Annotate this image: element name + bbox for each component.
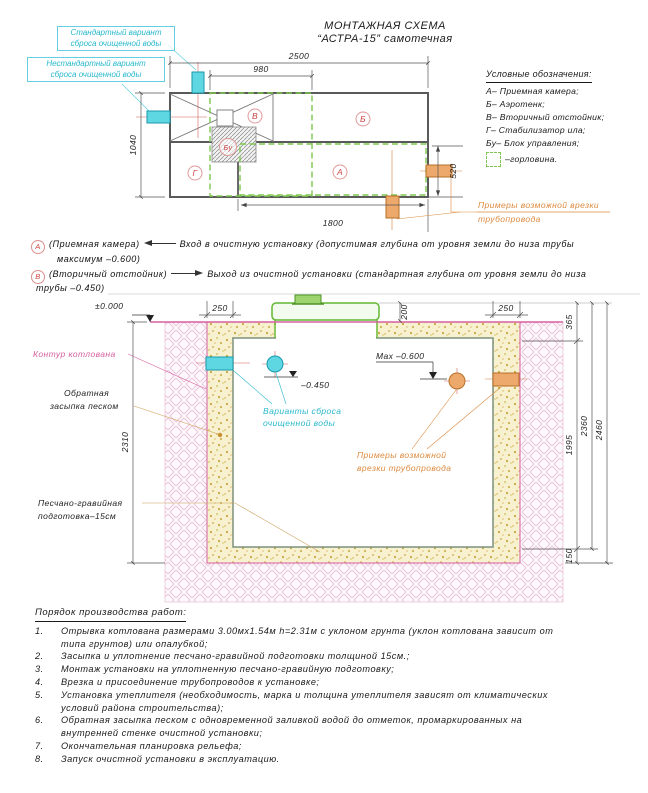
inlet-pipe-wall (493, 373, 519, 386)
note-b-line2: трубы –0.450) (36, 283, 105, 293)
chamber-g: Г (192, 168, 198, 178)
dim-2460: 2460 (594, 419, 604, 441)
work-item-8: 8. Запуск очистной установки в эксплуатацию. (35, 753, 280, 764)
legend-item-bu: Бу– Блок управления; (486, 138, 580, 148)
plan-pipe-examples-label-1: Примеры возможной врезки (478, 200, 600, 210)
work-item-4: 4. Врезка и присоединение трубопроводов к установке; (35, 676, 320, 687)
discharge-variants-label-1: Варианты сброса (263, 406, 342, 416)
dim-980: 980 (253, 64, 269, 74)
dim-365: 365 (564, 314, 574, 330)
drawing-title (225, 20, 545, 46)
work-item-5: 5. Установка утеплителя (необходимость, марка и толщина утеплителя зависят от климатических условий района строительства); (35, 689, 548, 713)
max-level-text: Max –0.600 (376, 351, 425, 361)
backfill-label-1: Обратная (64, 388, 110, 398)
dim-520: 520 (448, 163, 458, 179)
work-item-7: 7. Окончательная планировка рельефа; (35, 740, 242, 751)
dim-150: 150 (564, 548, 574, 564)
note-a-line2: максимум –0.600) (57, 254, 141, 264)
note-b-name: (Вторичный отстойник) (49, 269, 168, 279)
plan-tank-outline (170, 93, 428, 197)
title-line-1: МОНТАЖНАЯ СХЕМА (324, 20, 446, 32)
tank-lid (272, 303, 379, 320)
chamber-b: Б (360, 114, 366, 124)
work-item-1: 1. Отрывка котлована размерами 3.00мх1.54м h=2.31м с уклоном грунта (уклон котлована зависит от типа грунтов) или опалубкой; (35, 625, 554, 649)
section-pipe-examples-label-1: Примеры возможной (357, 450, 447, 460)
plan-pipe-examples-label-2: трубопровода (478, 214, 541, 224)
legend-item-b: Б– Аэротенк; (486, 99, 545, 109)
inlet-pipe-bottom (386, 196, 399, 218)
dim-2500: 2500 (288, 51, 310, 61)
note-a (31, 239, 574, 254)
nonstandard-variant-label: Нестандартный вариант сброса очищенной воды (27, 57, 165, 82)
legend-item-neck: –горловина. (486, 152, 646, 167)
outlet-pipe-circle (267, 356, 283, 372)
note-b (31, 269, 586, 284)
section-pipe-examples-label-2: врезки трубопровода (357, 463, 452, 473)
note-a-name: (Приемная камера) (49, 239, 140, 249)
title-line-2: “АСТРА-15” самотечная (317, 33, 453, 45)
work-order-list (35, 606, 635, 766)
dim-1040: 1040 (128, 134, 138, 156)
legend-item-g: Г– Стабилизатор ила; (486, 125, 586, 135)
pit-contour-label: Контур котлована (33, 349, 116, 359)
legend-item-v: В– Вторичный отстойник; (486, 112, 605, 122)
legend-item-a: А– Приемная камера; (486, 86, 579, 96)
section-view (33, 295, 613, 602)
dim-250-left: 250 (212, 303, 228, 313)
standard-outlet-pipe (192, 72, 204, 93)
chamber-a: А (336, 167, 344, 177)
legend (486, 68, 646, 167)
dim-1800: 1800 (322, 218, 344, 228)
nonstandard-outlet-pipe (147, 111, 170, 123)
work-item-2: 2. Засыпка и уплотнение песчано-гравийной подготовки толщиной 15см.; (35, 651, 410, 662)
work-item-3: 3. Монтаж установки на уплотненную песчано-гравийную подготовку; (35, 664, 395, 675)
zero-level-text: ±0.000 (95, 301, 124, 311)
chamber-v: В (251, 111, 259, 121)
outlet-level-text: –0.450 (301, 380, 330, 390)
dim-250-right: 250 (498, 303, 514, 313)
inlet-pipe-circle (449, 373, 465, 389)
discharge-variants-label-2: очищенной воды (263, 418, 336, 428)
outlet-arrow-icon (171, 269, 203, 277)
note-b-marker: В (31, 270, 45, 284)
dim-2310: 2310 (120, 431, 130, 453)
prep-label-2: подготовка–15см (38, 511, 117, 521)
zero-level-mark (95, 301, 154, 322)
chamber-bu: Бу (223, 143, 233, 152)
work-order-title: Порядок производства работ: (35, 607, 186, 622)
dim-1995: 1995 (564, 434, 574, 456)
dim-2360: 2360 (579, 415, 589, 437)
note-a-text: Вход в очистную установку (допустимая глубина от уровня земли до низа трубы (179, 239, 575, 249)
note-a-marker: А (31, 240, 45, 254)
prep-label-1: Песчано-гравийная (38, 498, 123, 508)
neck-symbol-icon (486, 152, 501, 167)
note-b-text: Выход из очистной установки (стандартная глубина от уровня земли до низа (207, 269, 587, 279)
standard-variant-label: Стандартный вариант сброса очищенной воды (57, 26, 175, 51)
work-item-6: 6. Обратная засыпка песком с одновременной заливкой водой до отметок, промаркированных на внутренней стенке очистной установки; (35, 715, 523, 739)
backfill-label-2: засыпка песком (50, 401, 119, 411)
lid-cap (295, 295, 321, 304)
dim-200: 200 (399, 304, 409, 320)
legend-title: Условные обозначения: (486, 68, 592, 83)
outlet-pipe-section (206, 357, 233, 370)
inlet-arrow-icon (144, 239, 176, 247)
